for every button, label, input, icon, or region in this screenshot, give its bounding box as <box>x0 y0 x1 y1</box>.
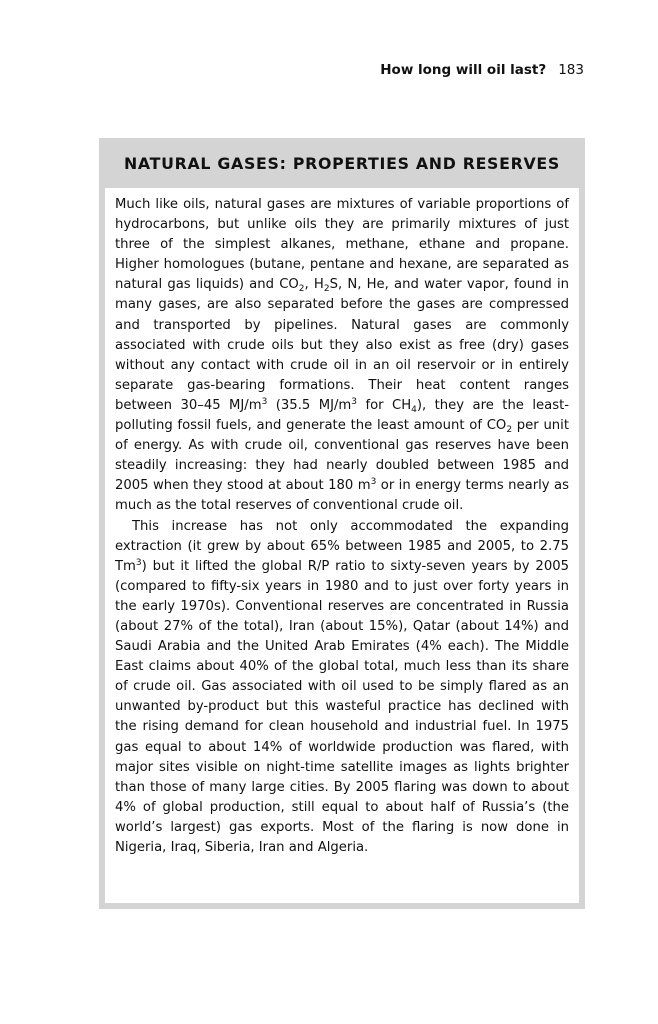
paragraph-2 <box>115 517 569 859</box>
ch4-subscript: 4 <box>411 404 417 415</box>
tm3-superscript: 3 <box>135 557 142 568</box>
co2-subscript: 2 <box>298 284 305 295</box>
running-head <box>380 60 584 80</box>
page-number: 183 <box>558 62 584 78</box>
h2s-subscript: 2 <box>323 284 330 295</box>
m3-superscript: 3 <box>351 396 358 407</box>
p1-text-5: for CH <box>357 397 412 413</box>
p1-text-2: , H <box>304 277 324 293</box>
box-title: NATURAL GASES: PROPERTIES AND RESERVES <box>124 153 560 173</box>
m3-superscript: 3 <box>370 477 377 488</box>
box-body <box>105 188 579 903</box>
p1-text-4: (35.5 MJ/m <box>267 397 352 413</box>
p1-text-8: or in energy terms nearly as much as the total reserves of conventional crude oil. <box>115 478 569 514</box>
m3-superscript: 3 <box>261 396 268 407</box>
paragraph-1 <box>115 195 569 517</box>
p1-text-7: per unit of energy. As with crude oil, conventional gas reserves have been steadily increasing: they had nearly doubled between 1985 and 2005 when they stood at about 180 m <box>115 418 569 494</box>
natural-gases-box <box>99 138 585 909</box>
p2-text-2: ) but it lifted the global R/P ratio to sixty-seven years by 2005 (compared to fifty-six years in 1980 and to just over forty years in the early 1970s). Conventional reserves are concentrated in Russia (about 27% of the total), Iran (about 15%), Qatar (about 14%) and Saudi Arabia and the United Arab Emirates (4% each). The Middle East claims about 40% of the global total, much less than its share of crude oil. Gas associated with oil used to be simply flared as an unwanted by-product but this wasteful practice has declined with the rising demand for clean household and industrial fuel. In 1975 gas equal to about 14% of worldwide production was flared, with major sites visible on night-time satellite images as lights brighter than those of many large cities. By 2005 flaring was down to about 4% of global production, still equal to about half of Russia’s (the world’s largest) gas exports. Most of the flaring is now done in Nigeria, Iraq, Siberia, Iran and Algeria. <box>115 558 569 855</box>
p2-text-1: This increase has not only accommodated the expanding extraction (it grew by about 65% between 1985 and 2005, to 2.75 Tm <box>115 518 569 574</box>
p1-text-6: ), they are the least-polluting fossil fuels, and generate the least amount of CO <box>115 397 570 434</box>
p1-text-3: S, N, He, and water vapor, found in many gases, are also separated before the gases are compressed and transported by pipelines. Natural gases are commonly associated with crude oils but they also exist as free (dry) gases without any contact with crude oil in an oil reservoir or in entirely separate gas-bearing formations. Their heat content ranges between 30–45 MJ/m <box>115 277 570 413</box>
running-title: How long will oil last? <box>380 62 547 78</box>
co2-subscript: 2 <box>506 425 513 436</box>
p1-text-1: Much like oils, natural gases are mixtures of variable proportions of hydrocarbons, but unlike oils they are primarily mixtures of just three of the simplest alkanes, methane, ethane and propane. Higher homologues (butane, pentane and hexane, are separated as natural gas liquids) and CO <box>115 197 569 293</box>
